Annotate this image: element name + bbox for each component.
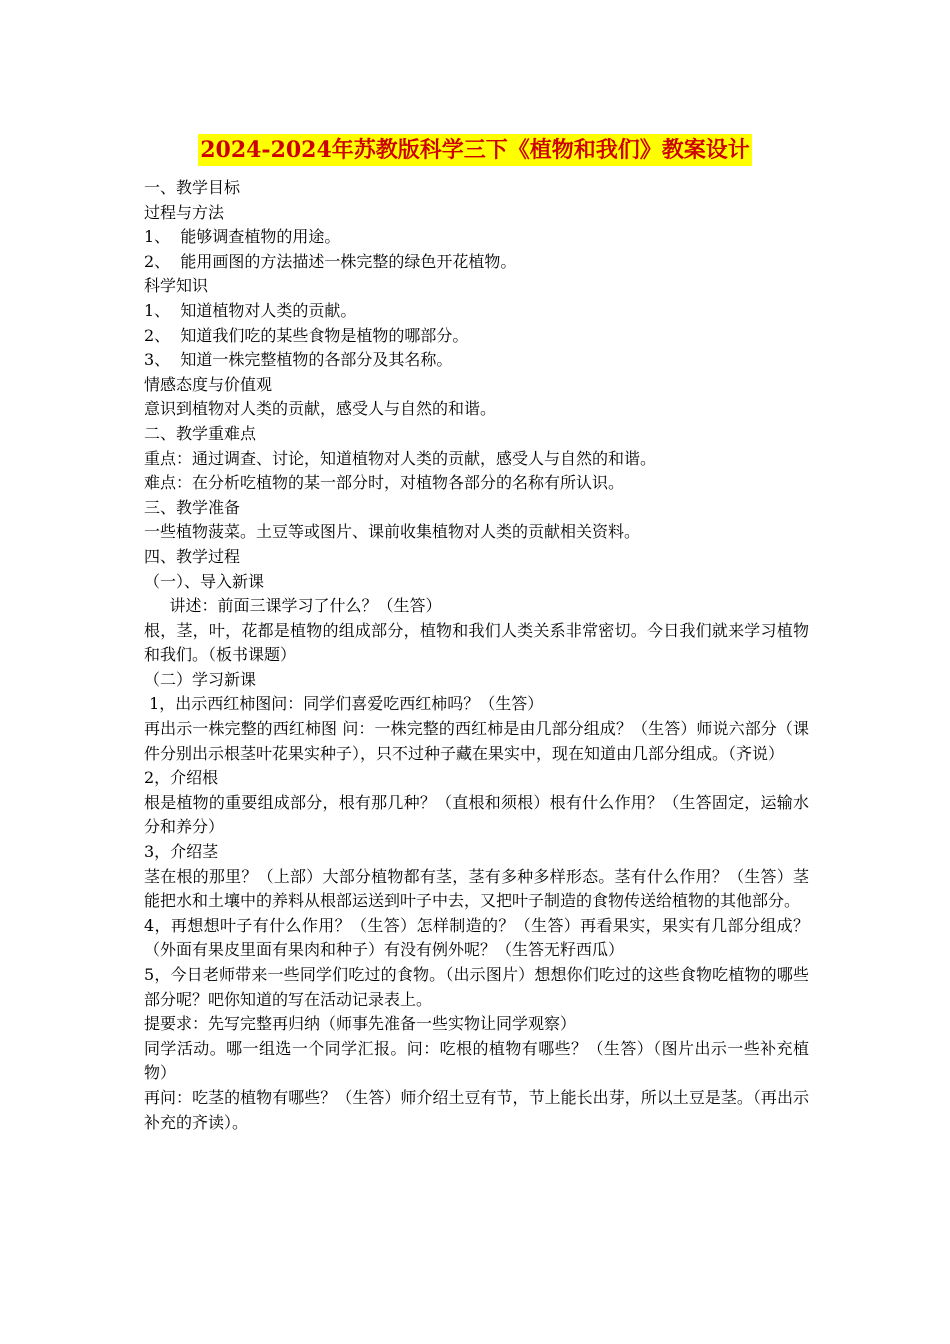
section-heading: 一、教学目标: [144, 178, 241, 197]
paragraph: 4，再想想叶子有什么作用？（生答）怎样制造的？（生答）再看果实，果实有几部分组成？（外面有果皮里面有果肉和种子）有没有例外呢？（生答无籽西瓜）: [144, 915, 809, 960]
subheading: 情感态度与价值观: [144, 374, 273, 394]
paragraph: 5，今日老师带来一些同学们吃过的食物。（出示图片）想想你们吃过的这些食物吃植物的哪些部分呢？吧你知道的写在活动记录表上。: [144, 965, 809, 1009]
list-item: 2、 能用画图的方法描述一株完整的绿色开花植物。: [144, 251, 517, 271]
paragraph: 同学活动。哪一组选一个同学汇报。问：吃根的植物有哪些？（生答）（图片出示一些补充植物）: [144, 1038, 809, 1083]
paragraph: 再出示一株完整的西红柿图 问：一株完整的西红柿是由几部分组成？（生答）师说六部分（课件分别出示根茎叶花果实种子），只不过种子藏在果实中，现在知道由几部分组成。（齐说）: [144, 719, 809, 763]
subheading: （一）、导入新课: [144, 571, 265, 591]
list-item: 3、 知道一株完整植物的各部分及其名称。: [144, 350, 453, 370]
subheading: 科学知识: [144, 276, 209, 296]
section-heading: 三、教学准备: [144, 497, 241, 517]
document-title: 2024-2024年苏教版科学三下《植物和我们》教案设计: [198, 134, 752, 166]
paragraph: 1，出示西红柿图问：同学们喜爱吃西红柿吗？（生答）: [144, 694, 544, 714]
subheading: （二）学习新课: [144, 669, 257, 689]
section-heading: 四、教学过程: [144, 546, 241, 566]
subheading: 过程与方法: [144, 202, 225, 222]
list-item: 2、 知道我们吃的某些食物是植物的哪部分。: [144, 325, 469, 345]
paragraph: 根，茎，叶，花都是植物的组成部分，植物和我们人类关系非常密切。今日我们就来学习植物和我们。（板书课题）: [144, 620, 809, 665]
paragraph: 茎在根的那里？（上部）大部分植物都有茎，茎有多种多样形态。茎有什么作用？（生答）茎能把水和土壤中的养料从根部运送到叶子中去，又把叶子制造的食物传送给植物的其他部分。: [144, 866, 809, 911]
paragraph: 再问：吃茎的植物有哪些？（生答）师介绍土豆有节，节上能长出芽，所以土豆是茎。（再出示补充的齐读）。: [144, 1087, 809, 1132]
paragraph: 提要求：先写完整再归纳（师事先准备一些实物让同学观察）: [144, 1014, 577, 1034]
paragraph: 重点：通过调查、讨论，知道植物对人类的贡献，感受人与自然的和谐。: [144, 448, 657, 468]
paragraph: 意识到植物对人类的贡献，感受人与自然的和谐。: [144, 399, 497, 419]
document-body: [144, 176, 809, 1135]
paragraph: 难点：在分析吃植物的某一部分时，对植物各部分的名称有所认识。: [144, 473, 625, 493]
list-item: 1、 能够调查植物的用途。: [144, 227, 341, 247]
list-item: 1、 知道植物对人类的贡献。: [144, 300, 357, 320]
subheading: 3，介绍茎: [144, 842, 219, 862]
paragraph: 根是植物的重要组成部分，根有那几种？（直根和须根）根有什么作用？（生答固定，运输水分和养分）: [144, 792, 809, 837]
section-heading: 二、教学重难点: [144, 423, 257, 443]
paragraph: 一些植物菠菜。土豆等或图片、课前收集植物对人类的贡献相关资料。: [144, 522, 641, 542]
subheading: 2，介绍根: [144, 768, 219, 788]
title-row: [0, 134, 950, 166]
paragraph: 讲述：前面三课学习了什么？（生答）: [144, 596, 442, 616]
